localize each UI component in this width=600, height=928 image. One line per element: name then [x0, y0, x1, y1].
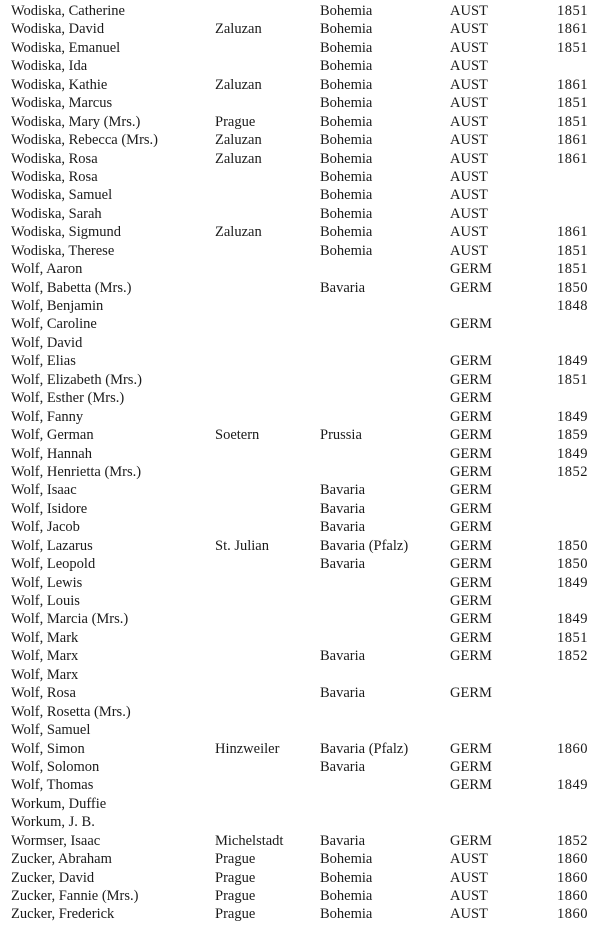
- entry-year: 1851: [557, 39, 588, 56]
- entry-name: Wodiska, Rosa: [11, 150, 98, 167]
- table-row: [0, 832, 600, 850]
- entry-name: Wolf, Marx: [11, 648, 79, 665]
- entry-year: 1851: [557, 242, 588, 259]
- table-row: [0, 371, 600, 389]
- entry-country: AUST: [450, 76, 488, 93]
- table-row: [0, 703, 600, 721]
- table-row: [0, 315, 600, 333]
- table-row: [0, 223, 600, 241]
- entry-country: GERM: [450, 353, 492, 370]
- entry-region: Bohemia: [320, 113, 373, 130]
- entry-year: 1852: [557, 648, 588, 665]
- entry-name: Wodiska, Sarah: [11, 205, 102, 222]
- entry-year: 1849: [557, 445, 588, 462]
- entry-region: Bohemia: [320, 58, 373, 75]
- entry-name: Zucker, Fannie (Mrs.): [11, 888, 139, 904]
- table-row: [0, 463, 600, 481]
- entry-year: 1850: [557, 556, 588, 573]
- entry-town: Prague: [215, 888, 256, 904]
- entry-region: Bohemia: [320, 187, 373, 204]
- entry-country: AUST: [450, 39, 488, 56]
- table-row: [0, 113, 600, 131]
- entry-country: AUST: [450, 906, 488, 923]
- table-row: [0, 555, 600, 573]
- entry-name: Wolf, Samuel: [11, 722, 91, 739]
- table-row: [0, 389, 600, 407]
- entry-country: GERM: [450, 629, 492, 646]
- entry-name: Wolf, Esther (Mrs.): [11, 390, 125, 407]
- entry-country: GERM: [450, 316, 492, 333]
- entry-name: Zucker, Frederick: [11, 906, 115, 923]
- entry-country: AUST: [450, 187, 488, 204]
- entry-year: 1848: [557, 298, 588, 314]
- entry-name: Wolf, Henrietta (Mrs.): [11, 463, 142, 480]
- table-row: [0, 592, 600, 610]
- entry-country: GERM: [450, 574, 492, 591]
- entry-region: Bohemia: [320, 76, 373, 93]
- entry-name: Wolf, Lewis: [11, 574, 83, 591]
- entry-region: Bavaria: [320, 648, 366, 665]
- entry-country: AUST: [450, 869, 488, 886]
- entry-country: GERM: [450, 777, 492, 794]
- entry-year: 1852: [557, 463, 588, 480]
- entry-region: Bavaria: [320, 482, 366, 499]
- entry-year: 1850: [557, 537, 588, 554]
- table-row: [0, 500, 600, 518]
- table-row: [0, 131, 600, 149]
- entry-country: AUST: [450, 95, 488, 112]
- entry-name: Wolf, Hannah: [11, 445, 92, 462]
- entry-name: Wodiska, Sigmund: [11, 224, 122, 241]
- entry-year: 1861: [557, 224, 588, 241]
- entry-town: Michelstadt: [215, 832, 284, 849]
- entry-town: Zaluzan: [215, 132, 262, 149]
- entry-country: GERM: [450, 500, 492, 517]
- entry-town: St. Julian: [215, 537, 269, 554]
- entry-name: Wolf, Aaron: [11, 261, 83, 278]
- entry-country: AUST: [450, 851, 488, 868]
- entry-name: Wolf, Isaac: [11, 482, 77, 499]
- entry-name: Wodiska, Mary (Mrs.): [11, 113, 141, 130]
- entry-name: Wolf, Benjamin: [11, 298, 104, 314]
- entry-name: Wolf, Leopold: [11, 556, 96, 573]
- entry-town: Zaluzan: [215, 150, 262, 167]
- entry-region: Bohemia: [320, 150, 373, 167]
- entry-name: Wodiska, Therese: [11, 242, 115, 259]
- entry-region: Bavaria: [320, 832, 366, 849]
- table-row: [0, 426, 600, 444]
- entry-year: 1849: [557, 353, 588, 370]
- entry-name: Wolf, Louis: [11, 593, 80, 609]
- entry-name: Wodiska, Marcus: [11, 95, 113, 112]
- table-row: [0, 186, 600, 204]
- entry-country: GERM: [450, 832, 492, 849]
- entry-country: GERM: [450, 427, 492, 444]
- entry-country: AUST: [450, 21, 488, 38]
- table-row: [0, 94, 600, 112]
- entry-town: Zaluzan: [215, 21, 262, 38]
- entry-country: AUST: [450, 132, 488, 149]
- entry-region: Bohemia: [320, 95, 373, 112]
- entry-region: Bohemia: [320, 21, 373, 38]
- table-row: [0, 740, 600, 758]
- entry-country: AUST: [450, 242, 488, 259]
- entry-name: Zucker, David: [11, 869, 95, 886]
- entry-region: Bavaria: [320, 519, 366, 536]
- entry-region: Bohemia: [320, 224, 373, 241]
- entry-region: Bohemia: [320, 205, 373, 222]
- entry-name: Workum, J. B.: [11, 814, 95, 831]
- entry-country: AUST: [450, 224, 488, 241]
- table-row: [0, 39, 600, 57]
- entry-country: GERM: [450, 593, 492, 609]
- entry-region: Bavaria (Pfalz): [320, 740, 409, 757]
- entry-region: Bavaria: [320, 556, 366, 573]
- table-row: [0, 445, 600, 463]
- entry-country: GERM: [450, 279, 492, 296]
- entry-year: 1849: [557, 574, 588, 591]
- entry-region: Bohemia: [320, 869, 373, 886]
- entry-country: GERM: [450, 463, 492, 480]
- entry-country: AUST: [450, 113, 488, 130]
- table-row: [0, 242, 600, 260]
- entry-year: 1860: [557, 740, 588, 757]
- table-row: [0, 721, 600, 739]
- entry-name: Wolf, Caroline: [11, 316, 97, 333]
- entry-name: Wolf, Rosetta (Mrs.): [11, 703, 131, 720]
- entry-name: Wolf, German: [11, 427, 94, 444]
- entry-year: 1860: [557, 851, 588, 868]
- table-row: [0, 776, 600, 794]
- table-row: [0, 2, 600, 20]
- entry-country: GERM: [450, 740, 492, 757]
- entry-year: 1851: [557, 113, 588, 130]
- entry-name: Wolf, David: [11, 334, 83, 351]
- entry-name: Wormser, Isaac: [11, 832, 101, 849]
- entry-name: Wodiska, Emanuel: [11, 39, 121, 56]
- entry-country: GERM: [450, 611, 492, 628]
- entry-name: Wolf, Lazarus: [11, 537, 93, 554]
- table-row: [0, 629, 600, 647]
- entry-year: 1849: [557, 777, 588, 794]
- entry-region: Prussia: [320, 427, 362, 444]
- table-row: [0, 352, 600, 370]
- entry-region: Bohemia: [320, 906, 373, 923]
- entry-country: GERM: [450, 758, 492, 775]
- entry-town: Prague: [215, 851, 256, 868]
- entry-region: Bohemia: [320, 168, 373, 185]
- entry-country: GERM: [450, 519, 492, 536]
- entry-country: AUST: [450, 58, 488, 75]
- entry-country: AUST: [450, 888, 488, 904]
- table-row: [0, 518, 600, 536]
- table-row: [0, 537, 600, 555]
- entry-year: 1861: [557, 76, 588, 93]
- entry-year: 1849: [557, 408, 588, 425]
- entry-year: 1860: [557, 906, 588, 923]
- entry-country: AUST: [450, 205, 488, 222]
- table-row: [0, 168, 600, 186]
- entry-town: Zaluzan: [215, 224, 262, 241]
- entry-country: GERM: [450, 537, 492, 554]
- table-row: [0, 850, 600, 868]
- entry-country: GERM: [450, 390, 492, 407]
- table-row: [0, 574, 600, 592]
- entry-name: Wolf, Elizabeth (Mrs.): [11, 371, 142, 388]
- table-row: [0, 666, 600, 684]
- table-row: [0, 76, 600, 94]
- entry-town: Soetern: [215, 427, 260, 444]
- table-row: [0, 20, 600, 38]
- table-row: [0, 684, 600, 702]
- entry-region: Bohemia: [320, 39, 373, 56]
- entry-year: 1851: [557, 3, 588, 19]
- entry-country: GERM: [450, 685, 492, 702]
- entry-region: Bavaria: [320, 279, 366, 296]
- entry-name: Workum, Duffie: [11, 795, 107, 812]
- entry-name: Zucker, Abraham: [11, 851, 112, 868]
- entry-list: [0, 2, 600, 924]
- entry-name: Wodiska, Rebecca (Mrs.): [11, 132, 159, 149]
- entry-name: Wodiska, Ida: [11, 58, 88, 75]
- entry-name: Wodiska, Rosa: [11, 168, 98, 185]
- entry-year: 1849: [557, 611, 588, 628]
- entry-name: Wolf, Mark: [11, 629, 79, 646]
- entry-country: GERM: [450, 408, 492, 425]
- entry-region: Bohemia: [320, 3, 373, 19]
- entry-name: Wodiska, Catherine: [11, 3, 125, 19]
- entry-town: Zaluzan: [215, 76, 262, 93]
- entry-year: 1852: [557, 832, 588, 849]
- table-row: [0, 297, 600, 315]
- entry-year: 1850: [557, 279, 588, 296]
- table-row: [0, 260, 600, 278]
- entry-year: 1861: [557, 132, 588, 149]
- table-row: [0, 813, 600, 831]
- table-row: [0, 205, 600, 223]
- entry-region: Bavaria: [320, 500, 366, 517]
- entry-year: 1861: [557, 150, 588, 167]
- table-row: [0, 481, 600, 499]
- entry-year: 1851: [557, 95, 588, 112]
- entry-town: Hinzweiler: [215, 740, 280, 757]
- entry-name: Wolf, Solomon: [11, 758, 100, 775]
- table-row: [0, 334, 600, 352]
- entry-country: AUST: [450, 150, 488, 167]
- entry-year: 1851: [557, 261, 588, 278]
- entry-year: 1861: [557, 21, 588, 38]
- entry-region: Bohemia: [320, 851, 373, 868]
- entry-region: Bohemia: [320, 888, 373, 904]
- entry-region: Bavaria: [320, 685, 366, 702]
- entry-name: Wolf, Isidore: [11, 500, 88, 517]
- entry-country: GERM: [450, 482, 492, 499]
- entry-name: Wolf, Jacob: [11, 519, 80, 536]
- entry-name: Wolf, Simon: [11, 740, 85, 757]
- entry-name: Wolf, Marcia (Mrs.): [11, 611, 129, 628]
- table-row: [0, 647, 600, 665]
- entry-year: 1851: [557, 371, 588, 388]
- table-row: [0, 869, 600, 887]
- entry-name: Wolf, Thomas: [11, 777, 94, 794]
- entry-year: 1859: [557, 427, 588, 444]
- table-row: [0, 758, 600, 776]
- entry-region: Bohemia: [320, 242, 373, 259]
- entry-name: Wodiska, Kathie: [11, 76, 108, 93]
- entry-name: Wodiska, Samuel: [11, 187, 113, 204]
- entry-country: GERM: [450, 371, 492, 388]
- entry-region: Bohemia: [320, 132, 373, 149]
- entry-town: Prague: [215, 113, 256, 130]
- entry-country: GERM: [450, 648, 492, 665]
- entry-year: 1860: [557, 888, 588, 904]
- table-row: [0, 795, 600, 813]
- table-row: [0, 57, 600, 75]
- table-row: [0, 408, 600, 426]
- entry-country: GERM: [450, 556, 492, 573]
- table-row: [0, 905, 600, 923]
- entry-region: Bavaria: [320, 758, 366, 775]
- table-row: [0, 150, 600, 168]
- entry-name: Wolf, Rosa: [11, 685, 76, 702]
- entry-name: Wolf, Babetta (Mrs.): [11, 279, 132, 296]
- table-row: [0, 610, 600, 628]
- entry-country: AUST: [450, 3, 488, 19]
- entry-year: 1860: [557, 869, 588, 886]
- entry-name: Wodiska, David: [11, 21, 105, 38]
- table-row: [0, 887, 600, 905]
- entry-name: Wolf, Fanny: [11, 408, 84, 425]
- entry-name: Wolf, Marx: [11, 666, 79, 683]
- table-row: [0, 279, 600, 297]
- entry-country: AUST: [450, 168, 488, 185]
- entry-country: GERM: [450, 261, 492, 278]
- entry-region: Bavaria (Pfalz): [320, 537, 409, 554]
- entry-country: GERM: [450, 445, 492, 462]
- entry-name: Wolf, Elias: [11, 353, 76, 370]
- entry-year: 1851: [557, 629, 588, 646]
- entry-town: Prague: [215, 869, 256, 886]
- entry-town: Prague: [215, 906, 256, 923]
